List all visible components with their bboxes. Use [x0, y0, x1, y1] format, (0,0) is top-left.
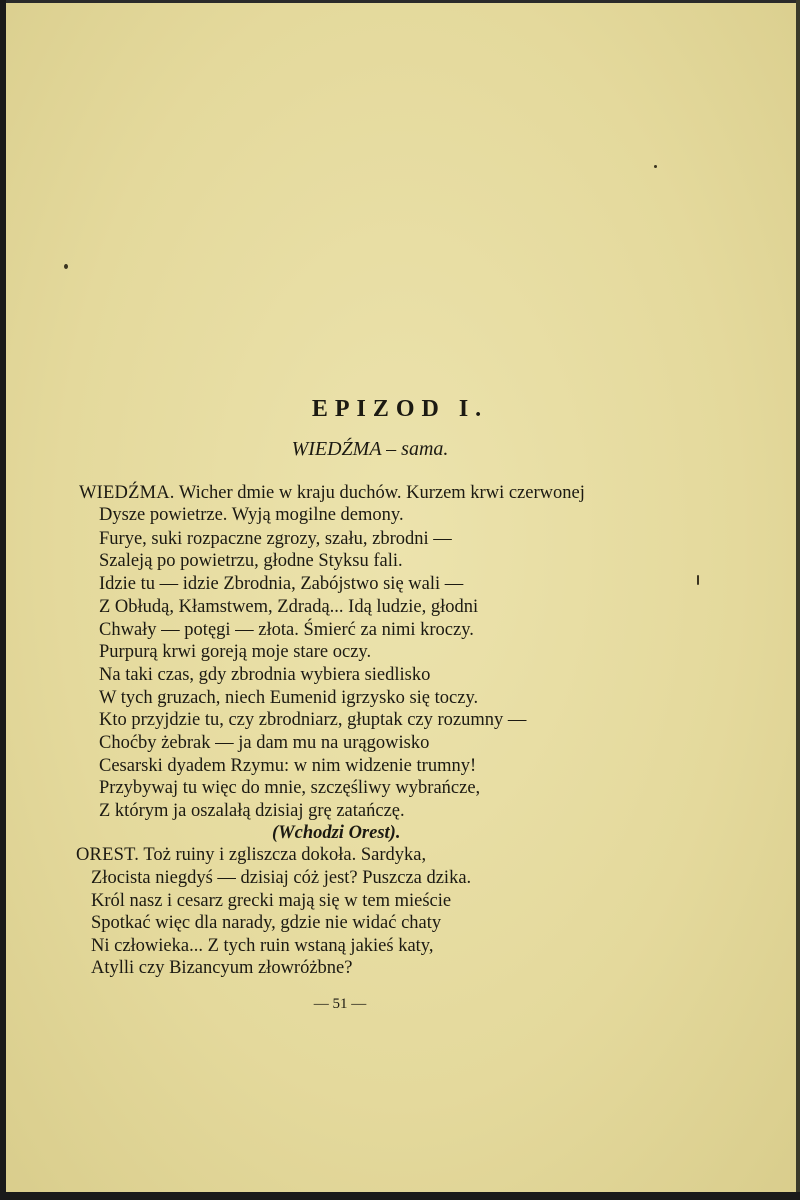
verse-line: Z Obłudą, Kłamstwem, Zdradą... Idą ludzie, głodni — [99, 597, 479, 617]
scan-edge-top — [0, 0, 800, 3]
page-number: — 51 — — [313, 996, 367, 1012]
verse-line: Szaleją po powietrzu, głodne Styksu fali. — [99, 551, 403, 571]
verse-line: Złocista niegdyś — dzisiaj cóż jest? Puszcza dzika. — [91, 868, 472, 888]
speaker-name: WIEDŹMA. — [79, 483, 175, 503]
scan-edge-bottom — [0, 1192, 800, 1200]
verse-line: Chwały — potęgi — złota. Śmierć za nimi kroczy. — [99, 620, 474, 640]
speaker-name: OREST. — [76, 845, 140, 865]
paper-speck — [697, 575, 699, 585]
paper-speck — [654, 165, 657, 168]
verse-line: OREST. Toż ruiny i zgliszcza dokoła. Sardyka, — [76, 845, 427, 865]
scan-edge-right — [796, 0, 800, 1200]
stage-direction: (Wchodzi Orest). — [272, 823, 401, 843]
verse-line: Choćby żebrak — ja dam mu na urągowisko — [99, 733, 430, 753]
verse-line: Idzie tu — idzie Zbrodnia, Zabójstwo się wali — — [99, 574, 464, 594]
verse-line: Na taki czas, gdy zbrodnia wybiera siedlisko — [99, 665, 431, 685]
scan-edge-left — [0, 0, 6, 1200]
verse-line: Przybywaj tu więc do mnie, szczęśliwy wybrańcze, — [99, 778, 481, 798]
verse-line: Król nasz i cesarz grecki mają się w tem mieście — [91, 891, 452, 911]
verse-line: Furye, suki rozpaczne zgrozy, szału, zbrodni — — [99, 529, 452, 549]
verse-line: Cesarski dyadem Rzymu: w nim widzenie trumny! — [99, 756, 477, 776]
episode-title: EPIZOD I. — [311, 396, 489, 422]
paper-speck — [64, 264, 68, 269]
episode-subtitle: WIEDŹMA – sama. — [291, 438, 449, 460]
verse-line: W tych gruzach, niech Eumenid igrzysko się toczy. — [99, 688, 479, 708]
verse-line: Kto przyjdzie tu, czy zbrodniarz, głuptak czy rozumny — — [99, 710, 527, 730]
verse-line: Spotkać więc dla narady, gdzie nie widać chaty — [91, 913, 442, 933]
verse-line: Atylli czy Bizancyum złowróżbne? — [91, 958, 353, 978]
verse-line: Dysze powietrze. Wyją mogilne demony. — [99, 505, 404, 525]
verse-line: WIEDŹMA. Wicher dmie w kraju duchów. Kurzem krwi czerwonej — [79, 483, 585, 503]
verse-line: Purpurą krwi goreją moje stare oczy. — [99, 642, 372, 662]
verse-line: Ni człowieka... Z tych ruin wstaną jakieś katy, — [91, 936, 434, 956]
verse-line: Z którym ja oszalałą dzisiaj grę zatańczę. — [99, 801, 405, 821]
